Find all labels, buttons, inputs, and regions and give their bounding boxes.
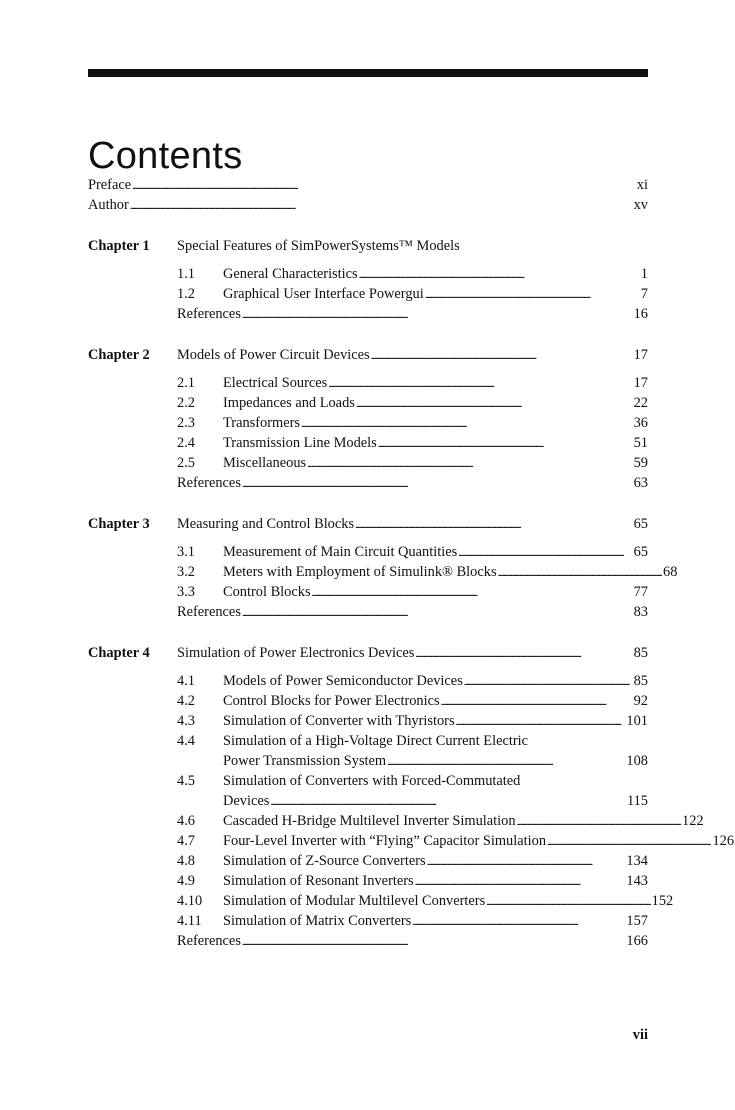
dot-leader <box>312 582 633 603</box>
toc-entry-preface[interactable] <box>88 175 648 195</box>
section-number: 2.2 <box>177 395 195 411</box>
section-line <box>223 373 648 393</box>
dot-leader <box>328 373 632 394</box>
section-entry[interactable] <box>177 711 648 731</box>
chapter-title-entry[interactable] <box>177 343 648 367</box>
section-body <box>223 542 648 562</box>
section-number: 4.8 <box>177 853 195 869</box>
chapter-heading <box>88 512 648 536</box>
section-entry[interactable] <box>177 433 648 453</box>
chapter-title: Special Features of SimPowerSystems™ Models <box>177 238 460 254</box>
table-of-contents <box>88 175 735 951</box>
section-line <box>223 393 648 413</box>
section-line <box>223 831 734 851</box>
chapter-page: 17 <box>633 347 648 363</box>
section-title-continued <box>223 791 648 811</box>
section-page: 115 <box>626 793 648 809</box>
dot-leader <box>242 602 633 623</box>
dot-leader <box>387 751 625 772</box>
section-number: 4.11 <box>177 913 202 929</box>
dot-leader <box>132 175 636 196</box>
section-title: Simulation of Z-Source Converters <box>223 853 426 869</box>
section-entry[interactable] <box>177 911 648 931</box>
section-entry[interactable] <box>177 284 648 304</box>
dot-leader <box>415 641 632 666</box>
section-title-continued <box>223 751 648 771</box>
section-entry[interactable] <box>177 393 648 413</box>
section-number: 3.3 <box>177 584 195 600</box>
section-line <box>223 582 648 602</box>
section-body <box>223 671 648 691</box>
section-number: 4.1 <box>177 673 195 689</box>
section-page: 92 <box>633 693 648 709</box>
chapter-title-entry[interactable] <box>177 512 648 536</box>
section-page: 85 <box>633 673 648 689</box>
section-body <box>223 413 648 433</box>
section-list <box>177 373 648 493</box>
references-label: References <box>177 604 241 620</box>
section-number: 4.3 <box>177 713 195 729</box>
chapter-page: 85 <box>633 645 648 661</box>
chapter-title-entry[interactable] <box>177 234 648 258</box>
section-number: 4.5 <box>177 773 195 789</box>
dot-leader <box>130 195 633 216</box>
section-body <box>223 453 648 473</box>
dot-leader <box>359 264 640 285</box>
front-matter <box>88 175 648 215</box>
section-title: Models of Power Semiconductor Devices <box>223 673 463 689</box>
section-title: Simulation of Resonant Inverters <box>223 873 414 889</box>
chapter-title-entry[interactable] <box>177 641 648 665</box>
section-line <box>223 264 648 284</box>
section-page: 77 <box>633 584 648 600</box>
chapter-heading <box>88 234 648 258</box>
chapter-label: Chapter 3 <box>88 516 150 532</box>
section-body <box>223 393 648 413</box>
section-body <box>223 284 648 304</box>
section-body <box>223 691 648 711</box>
section-number: 3.2 <box>177 564 195 580</box>
references-entry[interactable] <box>177 473 648 493</box>
chapter-heading <box>88 343 648 367</box>
chapter-label: Chapter 4 <box>88 645 150 661</box>
section-title: Four-Level Inverter with “Flying” Capacitor Simulation <box>223 833 547 849</box>
dot-leader <box>301 413 633 434</box>
section-entry[interactable] <box>177 851 648 871</box>
references-entry[interactable] <box>177 304 648 324</box>
section-page: 65 <box>633 544 648 560</box>
dot-leader <box>464 671 633 692</box>
dot-leader <box>242 473 633 494</box>
section-number: 2.3 <box>177 415 195 431</box>
section-entry[interactable] <box>177 562 678 582</box>
section-page: 122 <box>682 813 704 829</box>
section-title: Simulation of Modular Multilevel Converters <box>223 893 486 909</box>
dot-leader <box>486 891 650 912</box>
section-number: 2.4 <box>177 435 195 451</box>
section-body <box>223 771 648 811</box>
section-body <box>223 433 648 453</box>
references-page: 83 <box>633 604 648 620</box>
section-page: 143 <box>626 873 648 889</box>
section-title-line: Simulation of Converters with Forced-Commutated <box>223 773 521 789</box>
section-page: 17 <box>633 375 648 391</box>
section-entry[interactable] <box>177 831 735 851</box>
header-rule <box>88 69 648 77</box>
section-line <box>223 453 648 473</box>
section-number: 4.7 <box>177 833 195 849</box>
dot-leader <box>415 871 626 892</box>
toc-entry-label: Preface <box>88 177 132 193</box>
section-page: 108 <box>626 753 648 769</box>
dot-leader <box>456 711 626 732</box>
dot-leader <box>425 284 640 305</box>
dot-leader <box>242 304 633 325</box>
section-title: Meters with Employment of Simulink® Blocks <box>223 564 497 580</box>
section-title: Electrical Sources <box>223 375 328 391</box>
section-line <box>223 891 673 911</box>
chapter-page: 65 <box>633 516 648 532</box>
section-title-line: Simulation of a High-Voltage Direct Current Electric <box>223 733 529 749</box>
section-line <box>223 811 704 831</box>
section-body <box>223 373 648 393</box>
chapter-heading <box>88 641 648 665</box>
references-label: References <box>177 475 241 491</box>
section-body <box>223 831 734 851</box>
chapter-title: Models of Power Circuit Devices <box>177 347 370 363</box>
section-page: 157 <box>626 913 648 929</box>
section-page: 36 <box>633 415 648 431</box>
section-line <box>223 284 648 304</box>
section-title: Impedances and Loads <box>223 395 355 411</box>
section-title: Transformers <box>223 415 301 431</box>
chapter-list <box>88 234 735 951</box>
section-page: 59 <box>633 455 648 471</box>
section-entry[interactable] <box>177 582 648 602</box>
chapter-label: Chapter 1 <box>88 238 150 254</box>
section-title: Transmission Line Models <box>223 435 377 451</box>
dot-leader <box>427 851 626 872</box>
section-entry[interactable] <box>177 891 674 911</box>
section-entry[interactable] <box>177 871 648 891</box>
section-list <box>177 264 648 324</box>
references-page: 166 <box>626 933 648 949</box>
section-number: 1.1 <box>177 266 195 282</box>
section-page: 1 <box>640 266 648 282</box>
section-number: 4.10 <box>177 893 203 909</box>
section-number: 4.9 <box>177 873 195 889</box>
references-label: References <box>177 933 241 949</box>
section-title: Simulation of Converter with Thyristors <box>223 713 455 729</box>
section-list <box>177 671 735 951</box>
section-title: Control Blocks for Power Electronics <box>223 693 440 709</box>
references-page: 16 <box>633 306 648 322</box>
section-page: 134 <box>626 853 648 869</box>
section-entry[interactable] <box>177 373 648 393</box>
section-body <box>223 562 677 582</box>
section-body <box>223 582 648 602</box>
chapter-block <box>88 343 648 493</box>
section-entry[interactable] <box>177 691 648 711</box>
section-entry[interactable] <box>177 453 648 473</box>
chapter-label: Chapter 2 <box>88 347 150 363</box>
section-line <box>223 911 648 931</box>
section-title: Cascaded H-Bridge Multilevel Inverter Simulation <box>223 813 516 829</box>
dot-leader <box>270 791 626 812</box>
toc-entry-label: Author <box>88 197 129 213</box>
dot-leader <box>356 393 633 414</box>
section-page: 126 <box>712 833 735 849</box>
section-page: 68 <box>663 564 678 580</box>
section-body <box>223 851 648 871</box>
chapter-block <box>88 512 678 622</box>
section-entry[interactable] <box>177 731 648 771</box>
section-body <box>223 711 648 731</box>
section-title: General Characteristics <box>223 266 358 282</box>
toc-entry-page: xv <box>633 197 648 213</box>
toc-entry-author[interactable] <box>88 195 648 215</box>
section-line <box>223 413 648 433</box>
section-line <box>223 871 648 891</box>
section-body <box>223 811 704 831</box>
section-title-cont: Power Transmission System <box>223 753 387 769</box>
dot-leader <box>371 343 633 368</box>
section-number: 2.5 <box>177 455 195 471</box>
chapter-title: Simulation of Power Electronics Devices <box>177 645 415 661</box>
section-entry[interactable] <box>177 264 648 284</box>
section-entry[interactable] <box>177 542 648 562</box>
chapter-block <box>88 234 648 324</box>
chapter-title: Measuring and Control Blocks <box>177 516 355 532</box>
dot-leader <box>441 691 633 712</box>
section-line <box>223 851 648 871</box>
references-entry[interactable] <box>177 931 648 951</box>
section-title: Miscellaneous <box>223 455 307 471</box>
section-entry[interactable] <box>177 413 648 433</box>
section-number: 4.2 <box>177 693 195 709</box>
section-entry[interactable] <box>177 811 704 831</box>
section-page: 51 <box>633 435 648 451</box>
section-line <box>223 691 648 711</box>
dot-leader <box>458 542 632 563</box>
references-label: References <box>177 306 241 322</box>
section-line <box>223 671 648 691</box>
references-page: 63 <box>633 475 648 491</box>
section-body <box>223 911 648 931</box>
section-page: 101 <box>626 713 648 729</box>
section-line <box>223 562 677 582</box>
section-title: Simulation of Matrix Converters <box>223 913 412 929</box>
section-title-cont: Devices <box>223 793 270 809</box>
section-body <box>223 731 648 771</box>
dot-leader <box>412 911 625 932</box>
section-page: 152 <box>651 893 674 909</box>
section-title: Measurement of Main Circuit Quantities <box>223 544 458 560</box>
page-number: vii <box>632 1027 648 1043</box>
dot-leader <box>242 931 625 952</box>
section-line <box>223 542 648 562</box>
section-number: 1.2 <box>177 286 195 302</box>
section-entry[interactable] <box>177 771 648 811</box>
section-number: 2.1 <box>177 375 195 391</box>
toc-entry-page: xi <box>636 177 648 193</box>
dot-leader <box>307 453 632 474</box>
section-page: 22 <box>633 395 648 411</box>
dot-leader <box>378 433 633 454</box>
section-entry[interactable] <box>177 671 648 691</box>
section-line <box>223 433 648 453</box>
section-title: Graphical User Interface Powergui <box>223 286 424 302</box>
dot-leader <box>517 811 681 832</box>
chapter-block <box>88 641 735 951</box>
dot-leader <box>355 512 633 537</box>
section-title: Control Blocks <box>223 584 311 600</box>
section-body <box>223 871 648 891</box>
section-body <box>223 891 673 911</box>
section-list <box>177 542 678 622</box>
dot-leader <box>547 831 711 852</box>
section-body <box>223 264 648 284</box>
section-page: 7 <box>640 286 648 302</box>
dot-leader <box>498 562 662 583</box>
section-number: 4.4 <box>177 733 195 749</box>
references-entry[interactable] <box>177 602 648 622</box>
section-number: 3.1 <box>177 544 195 560</box>
section-line <box>223 711 648 731</box>
page-title: Contents <box>88 135 243 178</box>
section-number: 4.6 <box>177 813 195 829</box>
